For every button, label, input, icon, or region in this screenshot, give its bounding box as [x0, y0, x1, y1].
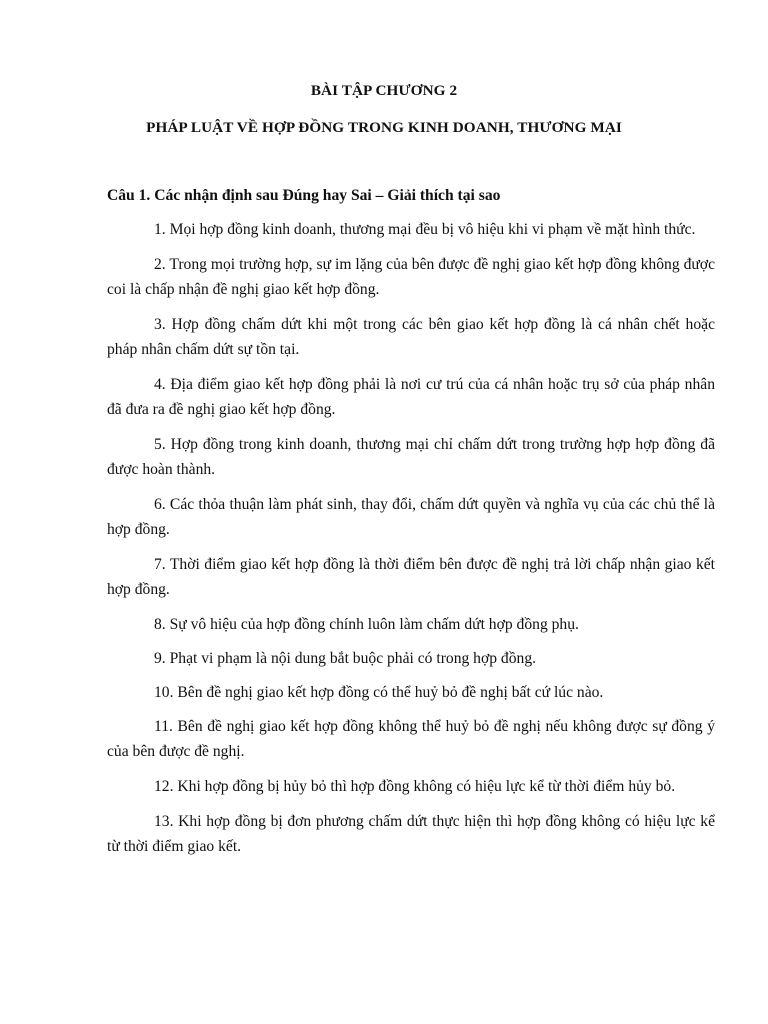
statement-item: 5. Hợp đồng trong kinh doanh, thương mại chỉ chấm dứt trong trường hợp hợp đồng đã được hoàn thành. — [107, 436, 715, 478]
statement-item: 7. Thời điểm giao kết hợp đồng là thời điểm bên được đề nghị trả lời chấp nhận giao kết hợp đồng. — [107, 556, 715, 598]
statement-item: 13. Khi hợp đồng bị đơn phương chấm dứt thực hiện thì hợp đồng không có hiệu lực kể từ thời điểm giao kết. — [107, 813, 715, 855]
statement-item: 1. Mọi hợp đồng kinh doanh, thương mại đều bị vô hiệu khi vi phạm về mặt hình thức. — [154, 221, 696, 238]
statement-item: 10. Bên đề nghị giao kết hợp đồng có thể huỷ bỏ đề nghị bất cứ lúc nào. — [154, 684, 604, 701]
statement-item: 3. Hợp đồng chấm dứt khi một trong các bên giao kết hợp đồng là cá nhân chết hoặc pháp nhân chấm dứt sự tồn tại. — [107, 316, 715, 358]
statement-item: 9. Phạt vi phạm là nội dung bắt buộc phải có trong hợp đồng. — [154, 650, 537, 667]
statement-item: 4. Địa điểm giao kết hợp đồng phải là nơi cư trú của cá nhân hoặc trụ sở của pháp nhân đã đưa ra đề nghị giao kết hợp đồng. — [107, 376, 715, 418]
statement-item: 12. Khi hợp đồng bị hủy bỏ thì hợp đồng không có hiệu lực kể từ thời điểm hủy bỏ. — [154, 778, 676, 795]
statement-item: 8. Sự vô hiệu của hợp đồng chính luôn làm chấm dứt hợp đồng phụ. — [154, 616, 579, 633]
chapter-subtitle: PHÁP LUẬT VỀ HỢP ĐỒNG TRONG KINH DOANH, THƯƠNG MẠI — [146, 119, 622, 136]
chapter-title: BÀI TẬP CHƯƠNG 2 — [310, 82, 458, 99]
statement-item: 6. Các thỏa thuận làm phát sinh, thay đổi, chấm dứt quyền và nghĩa vụ của các chủ thể là hợp đồng. — [107, 496, 715, 538]
statement-item: 11. Bên đề nghị giao kết hợp đồng không thể huỷ bỏ đề nghị nếu không được sự đồng ý của bên được đề nghị. — [107, 718, 715, 760]
question-heading: Câu 1. Các nhận định sau Đúng hay Sai – Giải thích tại sao — [107, 187, 501, 204]
statement-item: 2. Trong mọi trường hợp, sự im lặng của bên được đề nghị giao kết hợp đồng không được coi là chấp nhận đề nghị giao kết hợp đồng. — [107, 256, 715, 298]
statement-list — [107, 217, 715, 869]
